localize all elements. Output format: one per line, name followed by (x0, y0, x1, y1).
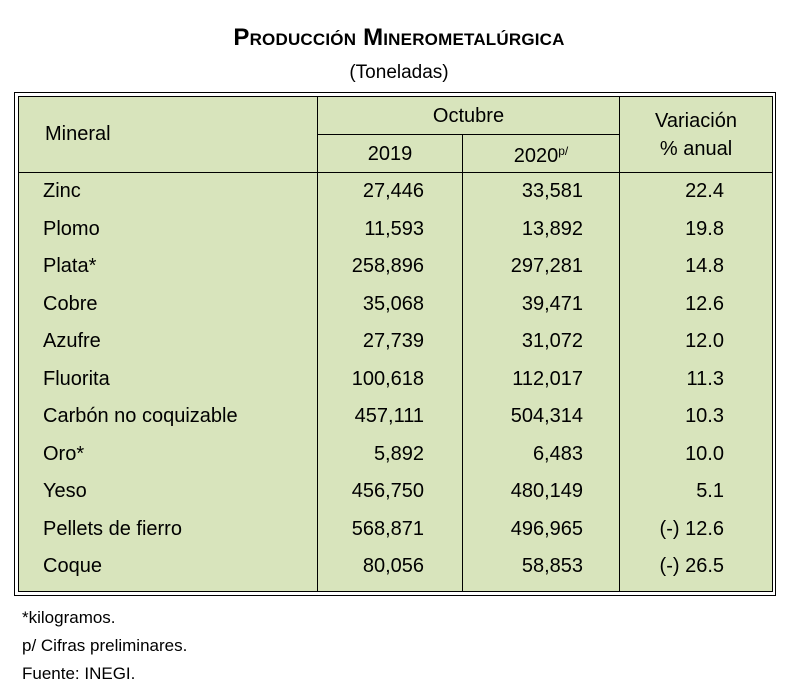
header-2020 (463, 135, 620, 173)
value-2019: 456,750 (351, 480, 424, 502)
value-2020: 58,853 (521, 555, 583, 577)
value-2020: 504,314 (510, 405, 583, 427)
mineral-name: Azufre (43, 330, 101, 352)
value-2020: 297,281 (510, 255, 583, 277)
value-2020: 480,149 (510, 480, 583, 502)
table-outer-frame (14, 92, 776, 596)
footnote-fuente: Fuente: INEGI. (22, 664, 136, 683)
value-variacion: 12.0 (685, 330, 724, 352)
mineral-name: Plata* (43, 255, 97, 277)
mineral-name: Oro* (43, 442, 85, 465)
value-2020: 31,072 (521, 330, 583, 352)
mineral-name: Pellets de fierro (43, 517, 182, 540)
value-2019: 568,871 (351, 517, 424, 540)
footnote-preliminares: p/ Cifras preliminares. (22, 636, 188, 655)
mineral-name: Cobre (43, 292, 98, 315)
value-variacion: 12.6 (685, 292, 724, 315)
value-variacion: 5.1 (696, 480, 724, 502)
footnote-kilogramos: *kilogramos. (22, 608, 116, 627)
value-2019: 258,896 (351, 255, 424, 277)
column-2019 (318, 173, 463, 592)
value-2019: 11,593 (364, 217, 424, 240)
value-variacion: 22.4 (685, 180, 724, 202)
column-2020 (463, 173, 620, 592)
value-2019: 27,739 (362, 330, 424, 352)
footnotes (22, 604, 187, 688)
value-2019: 35,068 (362, 292, 424, 315)
value-2020: 112,017 (512, 367, 583, 390)
header-variacion-line2: % anual (659, 137, 733, 160)
column-variacion (620, 173, 773, 592)
value-variacion: 11.3 (686, 367, 724, 390)
value-2019: 100,618 (351, 367, 424, 390)
value-2020: 39,471 (521, 292, 583, 315)
value-2020: 6,483 (532, 442, 583, 465)
value-variacion: 19.8 (685, 217, 724, 240)
table-title: Producción Minerometalúrgica (233, 24, 565, 51)
header-variacion-line1: Variación (655, 109, 737, 132)
header-2020-label: 2020 (513, 145, 559, 167)
preliminary-mark: p/ (558, 144, 569, 158)
table-subtitle: (Toneladas) (349, 62, 449, 83)
mineral-name: Plomo (43, 217, 100, 240)
mineral-name: Zinc (43, 180, 81, 202)
header-variacion (620, 97, 773, 173)
value-2020: 13,892 (521, 217, 583, 240)
mineral-name: Carbón no coquizable (43, 405, 238, 427)
value-2019: 80,056 (362, 555, 424, 577)
value-variacion: (-) 12.6 (659, 517, 724, 540)
value-2020: 496,965 (510, 517, 583, 540)
value-variacion: 10.3 (685, 405, 724, 427)
header-octubre: Octubre (318, 97, 620, 135)
column-mineral (19, 173, 318, 592)
value-2020: 33,581 (521, 180, 583, 202)
value-variacion: (-) 26.5 (659, 555, 724, 577)
value-variacion: 10.0 (685, 442, 724, 465)
production-table (18, 96, 773, 592)
mineral-name: Yeso (43, 480, 87, 502)
header-mineral: Mineral (19, 97, 318, 173)
mineral-name: Coque (43, 555, 102, 577)
header-2019: 2019 (318, 135, 463, 173)
value-2019: 5,892 (373, 442, 424, 465)
mineral-name: Fluorita (43, 367, 110, 390)
value-2019: 457,111 (354, 405, 424, 427)
value-variacion: 14.8 (685, 255, 724, 277)
value-2019: 27,446 (362, 180, 424, 202)
